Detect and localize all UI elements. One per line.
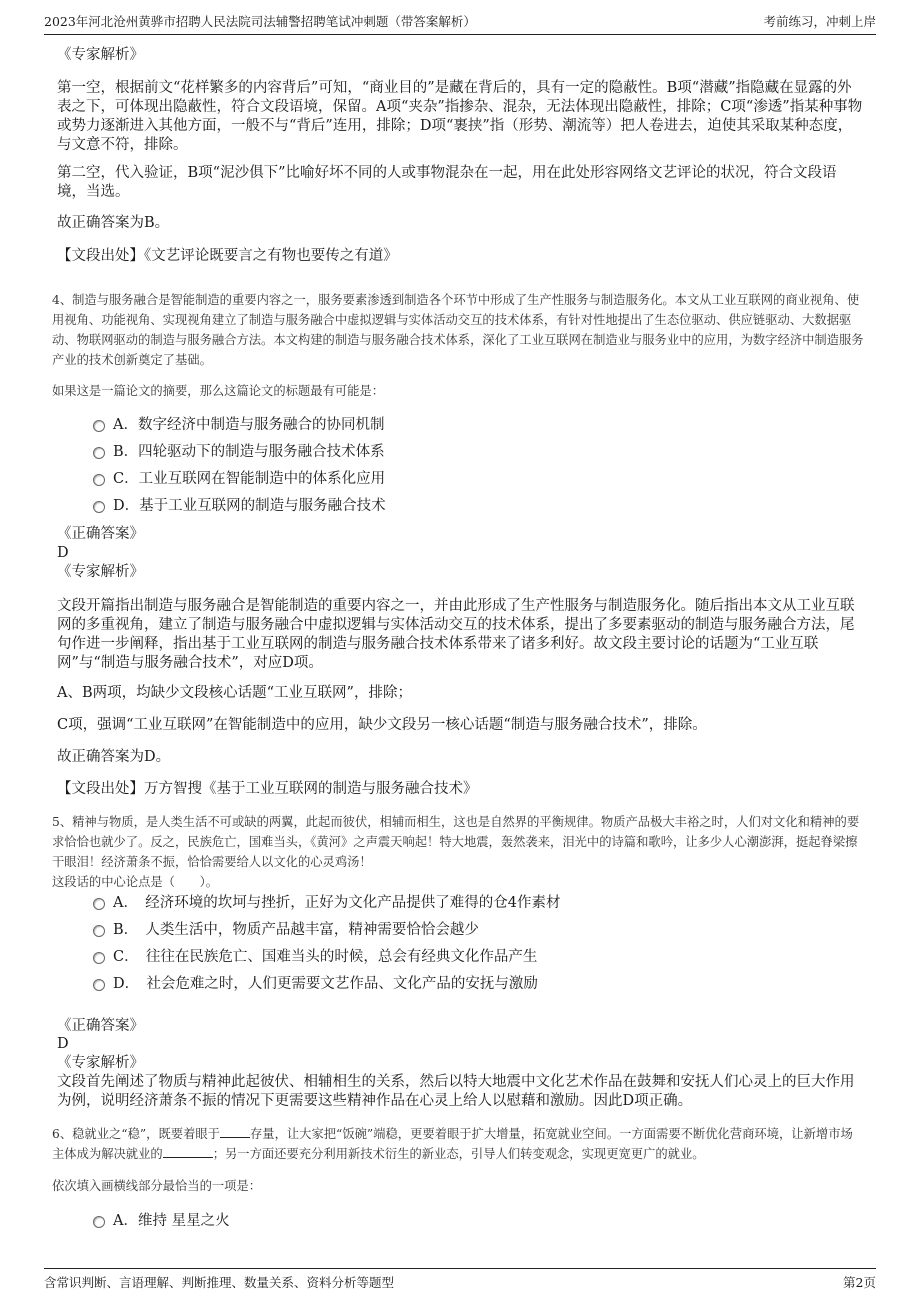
q4-analysis-p3: C项，强调“工业互联网”在智能制造中的应用，缺少文段另一核心话题“制造与服务融合技术”，排除。 xyxy=(57,717,707,733)
q3-analysis-p1: 第一空，根据前文“花样繁多的内容背后”可知，“商业目的”是藏在背后的，具有一定的隐蔽性。B项“潜藏”指隐藏在显露的外表之下，可体现出隐蔽性，符合文段语境，保留。A项“夹杂”指掺杂、混杂，无法体现出隐蔽性，排除；C项“渗透”指某种事物或势力逐渐进入其他方面，一般不与“背后”连用，排除；D项“裹挟”指（形势、潮流等）把人卷进去，迫使其采取某种态度，与文意不符，排除。 xyxy=(57,80,863,153)
radio-icon[interactable] xyxy=(93,979,105,991)
fill-blank-2 xyxy=(163,1157,213,1158)
q5-option-d[interactable]: D． 社会危难之时，人们更需要文艺作品、文化产品的安抚与激励 xyxy=(93,974,538,994)
q5-answer: D xyxy=(57,1036,69,1052)
radio-icon[interactable] xyxy=(93,474,105,486)
radio-icon[interactable] xyxy=(93,420,105,432)
q5-prompt: 这段话的中心论点是（ ）。 xyxy=(52,875,219,889)
page-header xyxy=(44,10,876,35)
q3-conclusion: 故正确答案为B。 xyxy=(57,215,170,231)
radio-icon[interactable] xyxy=(93,925,105,937)
header-slogan: 考前练习，冲刺上岸 xyxy=(763,14,876,29)
q4-expert-label: 《专家解析》 xyxy=(57,564,144,580)
q5-option-a[interactable]: A． 经济环境的坎坷与挫折，正好为文化产品提供了难得的仓4作素材 xyxy=(93,893,560,913)
q4-option-d[interactable]: D．基于工业互联网的制造与服务融合技术 xyxy=(93,496,386,516)
q3-analysis-p2: 第二空，代入验证，B项“泥沙俱下”比喻好坏不同的人或事物混杂在一起，用在此处形容网络文艺评论的状况，符合文段语境，当选。 xyxy=(57,165,837,200)
radio-icon[interactable] xyxy=(93,952,105,964)
q5-stem: 5、精神与物质，是人类生活不可或缺的两翼，此起而彼伏，相辅而相生，这也是自然界的平衡规律。物质产品极大丰裕之时，人们对文化和精神的要求恰恰也就少了。反之，民族危亡，国难当头，《黄河》之声震天响起！特大地震，轰然袭来，泪光中的诗篇和歌吟，让多少人心潮澎湃，挺起脊梁擦干眼泪！经济萧条不振，恰恰需要给人以文化的心灵鸡汤！ xyxy=(52,815,860,869)
page-number: 第2页 xyxy=(843,1275,876,1290)
q5-expert-label: 《专家解析》 xyxy=(57,1055,144,1071)
q4-analysis-p2: A、B两项，均缺少文段核心话题“工业互联网”，排除； xyxy=(57,685,412,701)
q5-option-b[interactable]: B． 人类生活中，物质产品越丰富，精神需要恰恰会越少 xyxy=(93,920,479,940)
radio-icon[interactable] xyxy=(93,1216,105,1228)
fill-blank-1 xyxy=(220,1137,250,1138)
q4-stem: 4、制造与服务融合是智能制造的重要内容之一，服务要素渗透到制造各个环节中形成了生产性服务与制造服务化。本文从工业互联网的商业视角、使用视角、功能视角、实现视角建立了制造与服务融合中虚拟逻辑与实体活动交互的技术体系，有针对性地提出了生态位驱动、供应链驱动、大数据驱动、物联网驱动的制造与服务融合方法。本文构建的制造与服务融合技术体系，深化了工业互联网在制造业与服务业中的应用，为数字经济中制造服务产业的技术创新奠定了基础。 xyxy=(52,293,864,367)
page-footer xyxy=(44,1268,876,1293)
q3-source: 【文段出处】《文艺评论既要言之有物也要传之有道》 xyxy=(57,248,398,264)
q4-answer: D xyxy=(57,545,69,561)
q3-expert-label: 《专家解析》 xyxy=(57,47,144,63)
document-title: 2023年河北沧州黄骅市招聘人民法院司法辅警招聘笔试冲刺题（带答案解析） xyxy=(44,14,476,29)
footer-categories: 含常识判断、言语理解、判断推理、数量关系、资料分析等题型 xyxy=(44,1275,395,1290)
radio-icon[interactable] xyxy=(93,447,105,459)
q5-option-c[interactable]: C． 往往在民族危亡、国难当头的时候，总会有经典文化作品产生 xyxy=(93,947,537,967)
q4-prompt: 如果这是一篇论文的摘要，那么这篇论文的标题最有可能是： xyxy=(52,384,385,398)
q6-prompt: 依次填入画横线部分最恰当的一项是： xyxy=(52,1179,262,1193)
q5-analysis-p1: 文段首先阐述了物质与精神此起彼伏、相辅相生的关系，然后以特大地震中文化艺术作品在鼓舞和安抚人们心灵上的巨大作用为例，说明经济萧条不振的情况下更需要这些精神作品在心灵上给人以慰藉和激励。因此D项正确。 xyxy=(57,1074,855,1109)
q6-stem: 6、稳就业之“稳”，既要着眼于 存量，让大家把“饭碗”端稳，更要着眼于扩大增量，拓宽就业空间。一方面需要不断优化营商环境，让新增市场主体成为解决就业的 ；另一方面还要充分利用新技术衍生的新业态，引导人们转变观念，实现更宽更广的就业。 xyxy=(52,1127,853,1161)
q4-option-a[interactable]: A．数字经济中制造与服务融合的协同机制 xyxy=(93,415,384,435)
q6-option-a[interactable]: A．维持 星星之火 xyxy=(93,1211,230,1231)
q4-source: 【文段出处】万方智搜《基于工业互联网的制造与服务融合技术》 xyxy=(57,781,478,797)
q4-conclusion: 故正确答案为D。 xyxy=(57,749,171,765)
q5-answer-label: 《正确答案》 xyxy=(57,1018,144,1034)
radio-icon[interactable] xyxy=(93,898,105,910)
q4-answer-label: 《正确答案》 xyxy=(57,526,144,542)
q4-analysis-p1: 文段开篇指出制造与服务融合是智能制造的重要内容之一，并由此形成了生产性服务与制造服务化。随后指出本文从工业互联网的多重视角，建立了制造与服务融合中虚拟逻辑与实体活动交互的技术体系，提出了多要素驱动的制造与服务融合方法，尾句作进一步阐释，指出基于工业互联网的制造与服务融合技术体系带来了诸多利好。故文段主要讨论的话题为“工业互联网”与“制造与服务融合技术”，对应D项。 xyxy=(57,598,855,671)
q4-option-c[interactable]: C．工业互联网在智能制造中的体系化应用 xyxy=(93,469,385,489)
q4-option-b[interactable]: B．四轮驱动下的制造与服务融合技术体系 xyxy=(93,442,385,462)
radio-icon[interactable] xyxy=(93,501,105,513)
